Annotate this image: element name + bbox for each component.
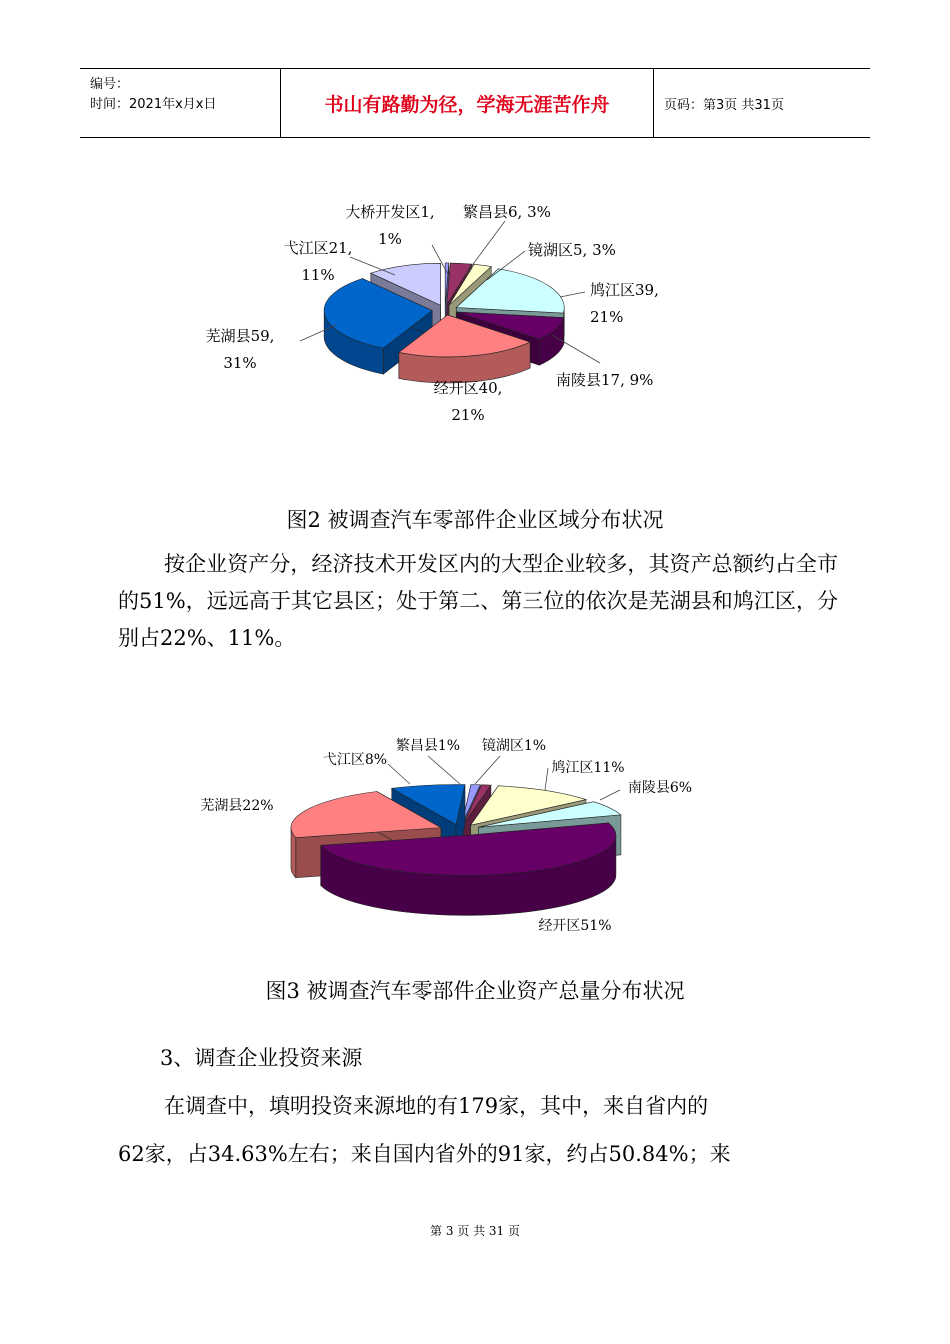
figure-2-caption: 图2 被调查汽车零部件企业区域分布状况 xyxy=(286,508,664,532)
page-footer: 第 3 页 共 31 页 xyxy=(430,1224,520,1238)
leader-鸠江区 xyxy=(545,768,548,790)
figure-3-caption: 图3 被调查汽车零部件企业资产总量分布状况 xyxy=(265,979,685,1003)
district-distribution-pie-chart xyxy=(0,175,950,465)
data-label-镜湖区: 镜湖区1% xyxy=(481,738,547,754)
data-label-鸠江区: 鸠江区39, xyxy=(590,281,659,299)
data-label-芜湖县: 芜湖县59, xyxy=(205,327,275,345)
data-label-镜湖区: 镜湖区5, 3% xyxy=(528,241,616,259)
data-label-弋江区: 弋江区21, xyxy=(283,239,353,257)
header-motto: 书山有路勤为径，学海无涯苦作舟 xyxy=(281,69,654,137)
header-meta xyxy=(80,69,281,137)
data-label-经开区: 经开区51% xyxy=(538,918,612,934)
data-label-鸠江区: 21% xyxy=(590,308,624,326)
data-label-繁昌县: 繁昌县1% xyxy=(395,738,461,754)
leader-弋江区 xyxy=(388,764,410,784)
data-label-大桥开发区: 大桥开发区1, xyxy=(345,203,435,221)
data-label-弋江区: 弋江区8% xyxy=(322,752,388,768)
data-label-弋江区: 11% xyxy=(301,266,335,284)
leader-弋江区 xyxy=(350,257,395,275)
data-label-大桥开发区: 1% xyxy=(378,230,402,248)
asset-distribution-pie-chart xyxy=(0,720,950,960)
data-label-经开区: 经开区40, xyxy=(433,379,503,397)
data-label-鸠江区: 鸠江区11% xyxy=(551,760,625,776)
section-3-heading: 3、调查企业投资来源 xyxy=(160,1046,363,1070)
data-label-芜湖县: 31% xyxy=(223,354,257,372)
data-label-繁昌县: 繁昌县6, 3% xyxy=(463,203,551,221)
number-label: 编号： xyxy=(90,77,130,92)
page-header xyxy=(80,68,870,138)
paragraph-investment-line-2: 62家，占34.63%左右；来自国内省外的91家，约占50.84%；来 xyxy=(118,1142,731,1166)
data-label-经开区: 21% xyxy=(451,406,485,424)
leader-镜湖区 xyxy=(475,756,500,784)
paragraph-assets: 按企业资产分，经济技术开发区内的大型企业较多，其资产总额约占全市的51%，远远高于其它县区；处于第二、第三位的依次是芜湖县和鸠江区，分别占22%、11%。 xyxy=(118,552,838,650)
header-page-info: 页码：第3页 共31页 xyxy=(664,97,784,113)
leader-南陵县 xyxy=(600,790,620,800)
time-label: 时间：2021年x月x日 xyxy=(90,97,217,112)
data-label-芜湖县: 芜湖县22% xyxy=(200,798,274,814)
data-label-南陵县: 南陵县17, 9% xyxy=(556,371,654,389)
data-label-南陵县: 南陵县6% xyxy=(627,780,693,796)
paragraph-investment-line-1: 在调查中，填明投资来源地的有179家，其中，来自省内的 xyxy=(164,1094,709,1118)
leader-鸠江区 xyxy=(560,292,585,297)
leader-繁昌县 xyxy=(428,756,460,784)
